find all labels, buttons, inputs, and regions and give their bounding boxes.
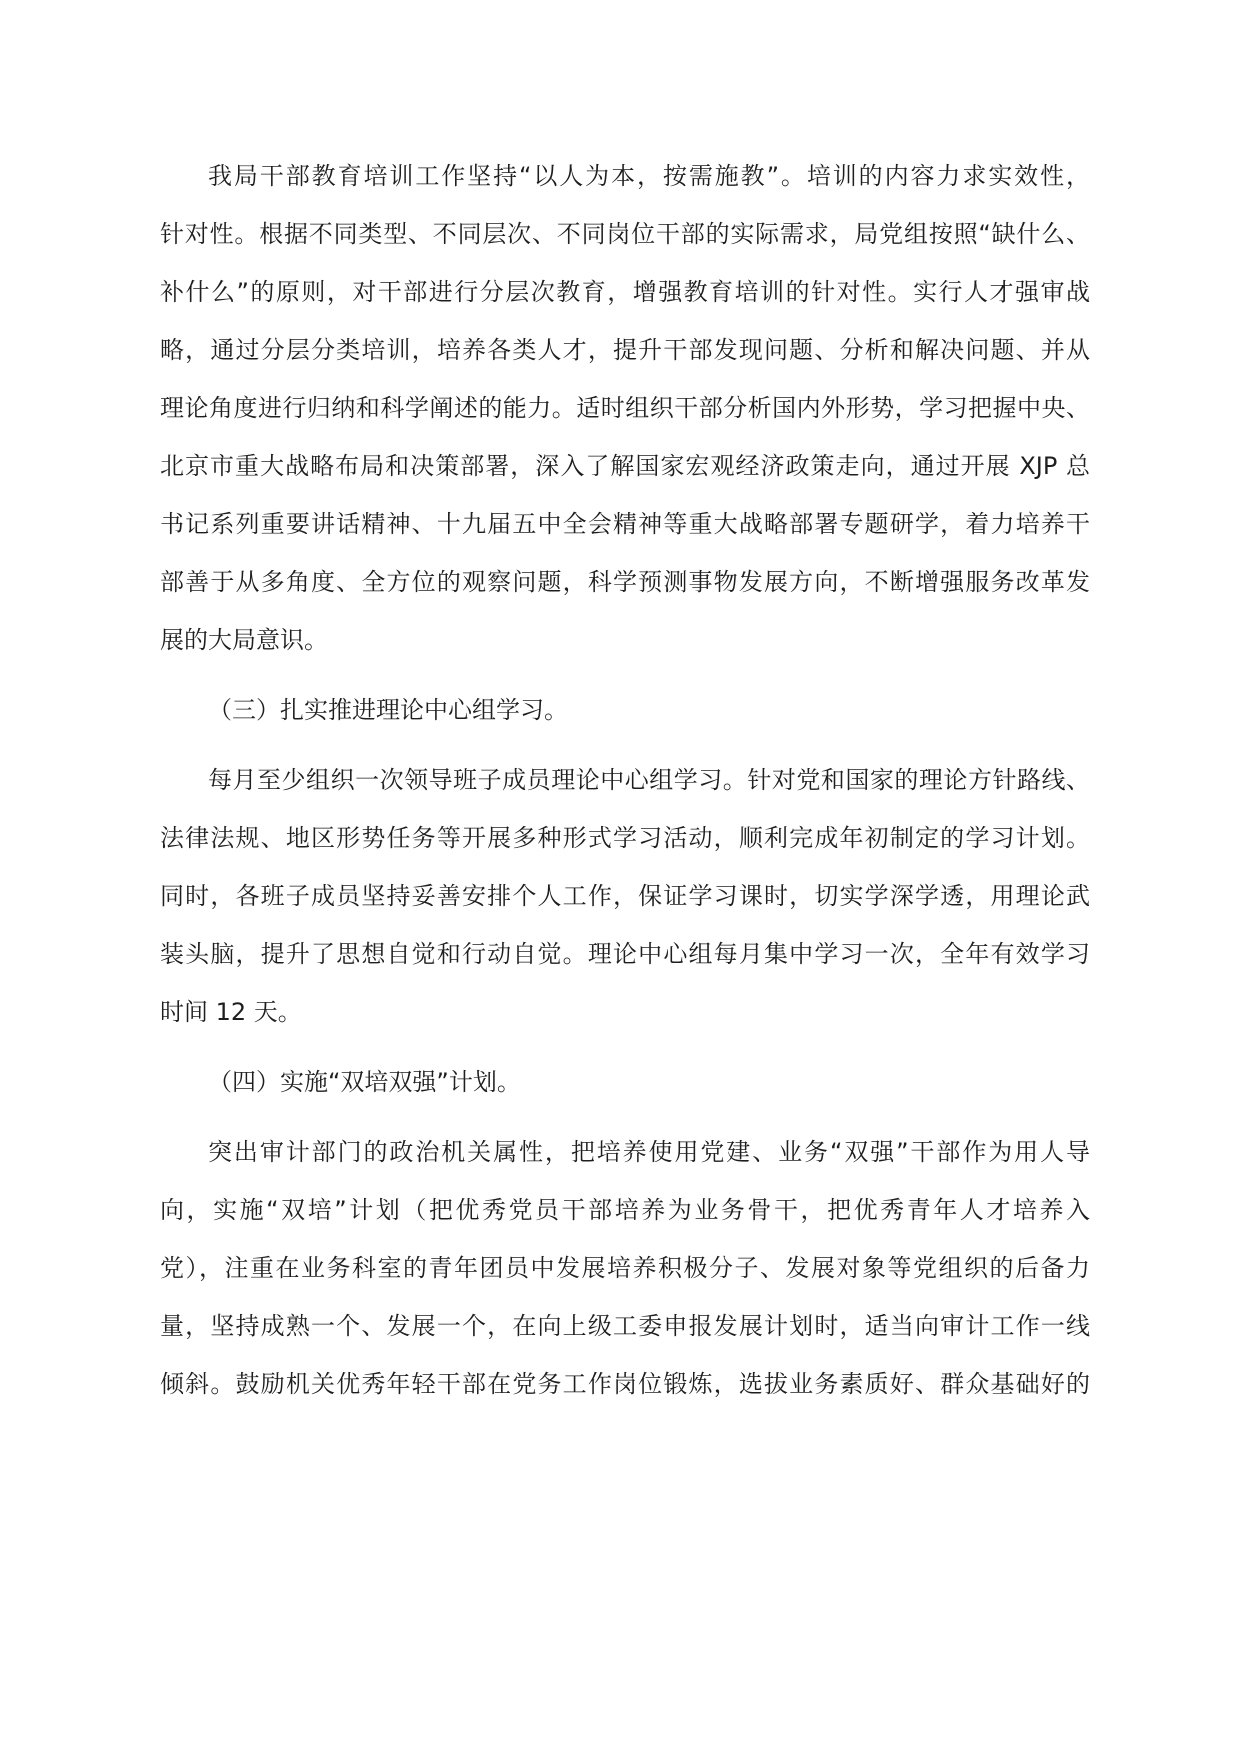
paragraph-line: 展的大局意识。 — [160, 626, 328, 654]
paragraph-line: 略，通过分层分类培训，培养各类人才，提升干部发现问题、分析和解决问题、并从 — [160, 336, 1090, 364]
section-heading: （三）扎实推进理论中心组学习。 — [208, 696, 568, 724]
paragraph-line: 我局干部教育培训工作坚持“以人为本，按需施教”。培训的内容力求实效性， — [208, 162, 1090, 190]
paragraph-line: 同时，各班子成员坚持妥善安排个人工作，保证学习课时，切实学深学透，用理论武 — [160, 882, 1090, 910]
paragraph-line: 部善于从多角度、全方位的观察问题，科学预测事物发展方向，不断增强服务改革发 — [160, 568, 1090, 596]
section-heading: （四）实施“双培双强”计划。 — [208, 1068, 521, 1096]
paragraph-line: 量，坚持成熟一个、发展一个，在向上级工委申报发展计划时，适当向审计工作一线 — [160, 1312, 1090, 1340]
paragraph-line: 理论角度进行归纳和科学阐述的能力。适时组织干部分析国内外形势，学习把握中央、 — [160, 394, 1090, 422]
paragraph-line: 北京市重大战略布局和决策部署，深入了解国家宏观经济政策走向，通过开展 XJP 总 — [160, 452, 1090, 480]
paragraph-line: 书记系列重要讲话精神、十九届五中全会精神等重大战略部署专题研学，着力培养干 — [160, 510, 1090, 538]
paragraph-line: 针对性。根据不同类型、不同层次、不同岗位干部的实际需求，局党组按照“缺什么、 — [160, 220, 1090, 248]
paragraph-line: 法律法规、地区形势任务等开展多种形式学习活动，顺利完成年初制定的学习计划。 — [160, 824, 1090, 852]
paragraph-line: 倾斜。鼓励机关优秀年轻干部在党务工作岗位锻炼，选拔业务素质好、群众基础好的 — [160, 1370, 1090, 1398]
paragraph-line: 党），注重在业务科室的青年团员中发展培养积极分子、发展对象等党组织的后备力 — [160, 1254, 1090, 1282]
paragraph-line: 突出审计部门的政治机关属性，把培养使用党建、业务“双强”干部作为用人导 — [208, 1138, 1090, 1166]
paragraph-line: 每月至少组织一次领导班子成员理论中心组学习。针对党和国家的理论方针路线、 — [208, 766, 1090, 794]
paragraph-line: 装头脑，提升了思想自觉和行动自觉。理论中心组每月集中学习一次，全年有效学习 — [160, 940, 1090, 968]
paragraph-line: 向，实施“双培”计划（把优秀党员干部培养为业务骨干，把优秀青年人才培养入 — [160, 1196, 1090, 1224]
paragraph-line: 时间 12 天。 — [160, 998, 302, 1026]
paragraph-line: 补什么”的原则，对干部进行分层次教育，增强教育培训的针对性。实行人才强审战 — [160, 278, 1090, 306]
